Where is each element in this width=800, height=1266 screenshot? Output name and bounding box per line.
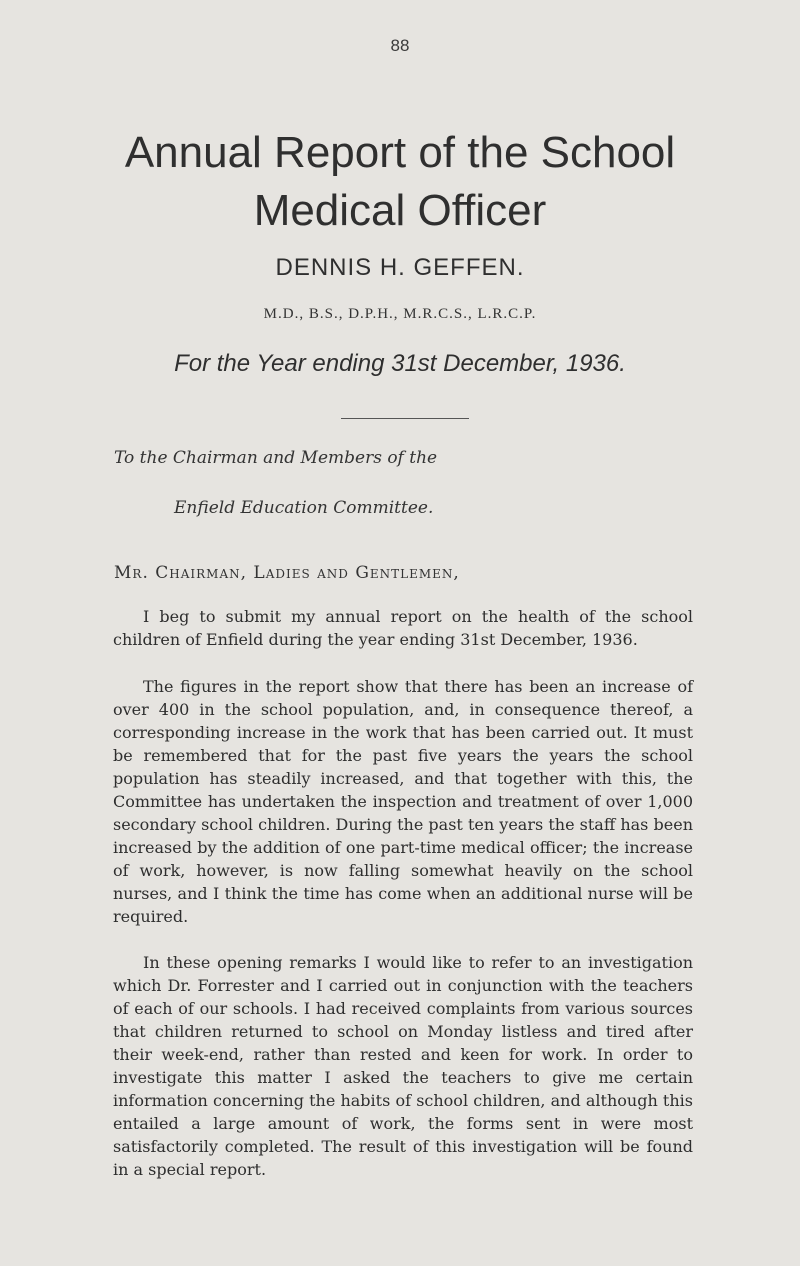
author-name: DENNIS H. GEFFEN. xyxy=(275,254,525,281)
address-line-2: Enfield Education Committee. xyxy=(174,498,434,518)
paragraph-intro xyxy=(113,605,693,651)
paragraph-investigation-text: In these opening remarks I would like to refer to an investigation which Dr. Forrester and I carried out in conjunction with the teachers of each of our schools. I had received complaints from various sources that children returned to school on Monday listless and tired after their week-end, rather than rested and keen for work. In order to investigate this matter I asked the teachers to give me certain information concerning the habits of school children, and although this entailed a large amount of work, the forms sent in were most satisfactorily completed. The result of this investigation will be found in a special report. xyxy=(113,953,693,1179)
paragraph-intro-text: I beg to submit my annual report on the health of the school children of Enfield during the year ending 31st December, 1936. xyxy=(113,607,693,649)
report-year-line: For the Year ending 31st December, 1936. xyxy=(174,350,626,377)
report-title xyxy=(0,124,800,240)
salutation: Mr. Chairman, Ladies and Gentlemen, xyxy=(114,563,460,583)
paragraph-population xyxy=(113,675,693,928)
page-number: 88 xyxy=(390,36,410,55)
author-qualifications: M.D., B.S., D.P.H., M.R.C.S., L.R.C.P. xyxy=(263,306,537,322)
section-divider xyxy=(341,418,469,419)
address-line-1: To the Chairman and Members of the xyxy=(114,448,438,468)
paragraph-population-text: The figures in the report show that there has been an increase of over 400 in the school population, and, in consequence thereof, a corresponding increase in the work that has been carried out. It must be remembered that for the past five years the years the school population has steadily increased, and that together with this, the Committee has undertaken the inspection and treatment of over 1,000 secondary school children. During the past ten years the staff has been increased by the addition of one part-time medical officer; the increase of work, however, is now falling somewhat heavily on the school nurses, and I think the time has come when an additional nurse will be required. xyxy=(113,677,693,926)
paragraph-investigation xyxy=(113,951,693,1181)
report-title-line-2: Medical Officer xyxy=(253,186,547,235)
report-title-line-1: Annual Report of the School xyxy=(124,128,676,177)
